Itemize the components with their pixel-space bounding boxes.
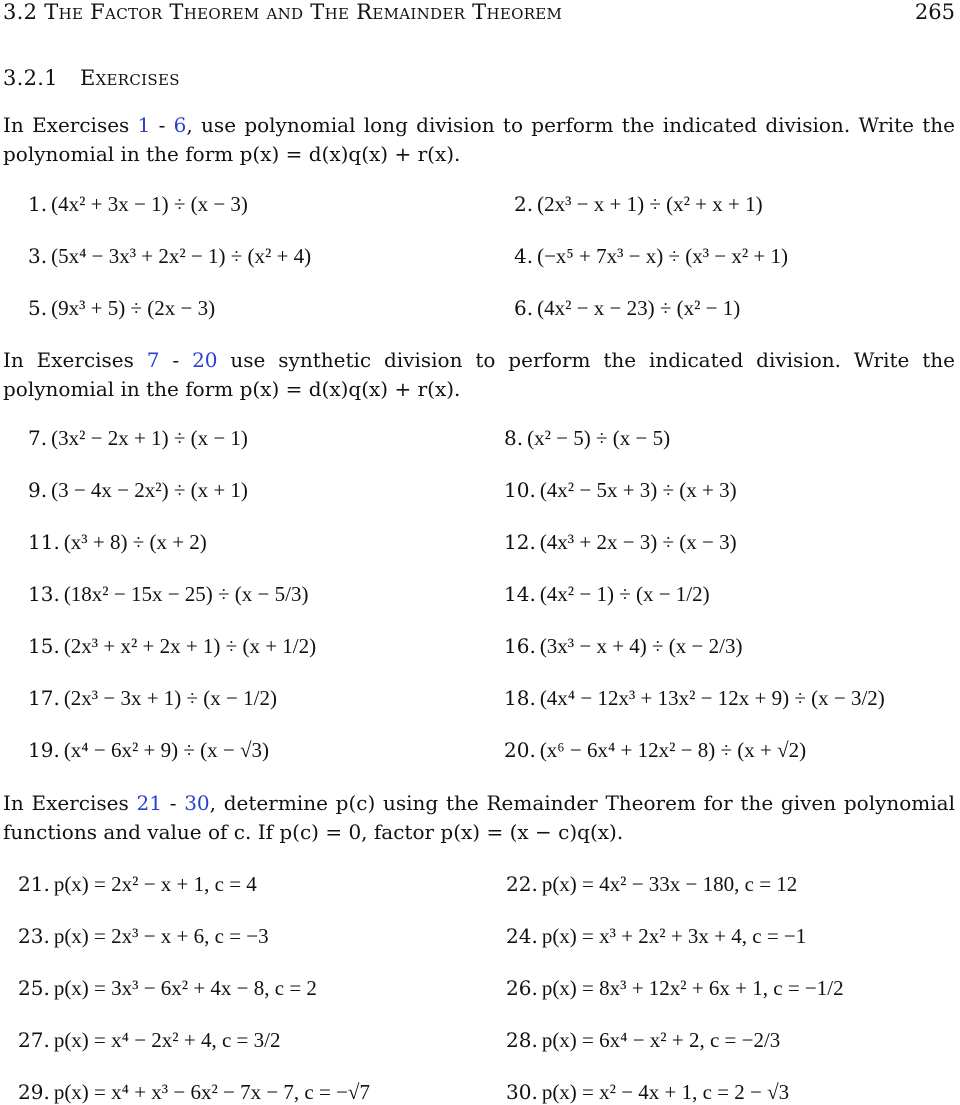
intro-sep: - [161, 791, 185, 815]
exercise-expression: (x² − 5) ÷ (x − 5) [527, 426, 671, 450]
exercise-item [504, 634, 742, 659]
intro-text: , use polynomial long division to perform the indicated division. Write the polynomial in the form p(x) = d(x)q(x) + r(x). [3, 113, 955, 166]
exercise-number: 17. [28, 686, 60, 710]
intro-long-division [3, 111, 955, 169]
exercise-number: 18. [504, 686, 536, 710]
exercise-expression: p(x) = 2x² − x + 1, c = 4 [53, 872, 257, 896]
exercise-item [28, 192, 248, 217]
exercise-item [514, 192, 763, 217]
exercise-number: 8. [504, 426, 524, 450]
exercise-item [504, 738, 806, 763]
intro-sep: - [159, 348, 193, 372]
page-number: 265 [914, 0, 955, 24]
exercise-expression: p(x) = x⁴ + x³ − 6x² − 7x − 7, c = −√7 [53, 1080, 370, 1104]
exercise-expression: (2x³ + x² + 2x + 1) ÷ (x + 1/2) [63, 634, 317, 658]
exercise-link-30[interactable]: 30 [184, 791, 210, 815]
exercise-expression: (3x³ − x + 4) ÷ (x − 2/3) [539, 634, 743, 658]
exercise-number: 11. [28, 530, 60, 554]
exercise-number: 16. [504, 634, 536, 658]
exercise-expression: p(x) = 6x⁴ − x² + 2, c = −2/3 [541, 1028, 781, 1052]
intro-remainder-theorem [3, 789, 955, 847]
exercise-expression: (4x³ + 2x − 3) ÷ (x − 3) [539, 530, 737, 554]
exercise-expression: (2x³ − x + 1) ÷ (x² + x + 1) [537, 192, 763, 216]
exercise-expression: (4x² − 1) ÷ (x − 1/2) [539, 582, 710, 606]
exercise-item [504, 582, 710, 607]
exercise-number: 5. [28, 296, 48, 320]
exercise-number: 24. [506, 924, 538, 948]
exercise-item [504, 478, 737, 503]
exercise-expression: p(x) = 4x² − 33x − 180, c = 12 [541, 872, 798, 896]
exercise-item [28, 296, 215, 321]
exercise-link-20[interactable]: 20 [192, 348, 218, 372]
exercise-item [504, 530, 737, 555]
exercise-item [506, 1080, 789, 1105]
subsection-title: Exercises [79, 66, 180, 90]
exercise-expression: (2x³ − 3x + 1) ÷ (x − 1/2) [63, 686, 277, 710]
exercise-item [18, 1080, 370, 1105]
exercise-number: 26. [506, 976, 538, 1000]
exercise-item [28, 738, 269, 763]
exercise-expression: (−x⁵ + 7x³ − x) ÷ (x³ − x² + 1) [537, 244, 789, 268]
exercise-number: 14. [504, 582, 536, 606]
exercise-expression: p(x) = x³ + 2x² + 3x + 4, c = −1 [541, 924, 807, 948]
subsection-number: 3.2.1 [3, 66, 58, 90]
exercise-link-21[interactable]: 21 [136, 791, 162, 815]
exercise-item [28, 686, 277, 711]
exercise-link-7[interactable]: 7 [146, 348, 160, 372]
exercise-number: 3. [28, 244, 48, 268]
exercise-expression: p(x) = x² − 4x + 1, c = 2 − √3 [541, 1080, 790, 1104]
exercise-item [18, 924, 269, 949]
exercise-item [28, 478, 248, 503]
exercise-item [28, 634, 316, 659]
exercise-expression: p(x) = x⁴ − 2x² + 4, c = 3/2 [53, 1028, 281, 1052]
exercise-number: 22. [506, 872, 538, 896]
exercise-number: 23. [18, 924, 50, 948]
section-title: 3.2 The Factor Theorem and The Remainder Theorem [3, 0, 563, 24]
exercise-expression: (4x² − 5x + 3) ÷ (x + 3) [539, 478, 737, 502]
exercise-number: 7. [28, 426, 48, 450]
exercise-expression: (4x⁴ − 12x³ + 13x² − 12x + 9) ÷ (x − 3/2) [539, 686, 885, 710]
exercise-item [18, 976, 317, 1001]
exercise-number: 1. [28, 192, 48, 216]
intro-text: In Exercises [3, 791, 137, 815]
exercise-expression: p(x) = 8x³ + 12x² + 6x + 1, c = −1/2 [541, 976, 844, 1000]
exercise-item [28, 530, 207, 555]
exercise-number: 2. [514, 192, 534, 216]
exercise-number: 27. [18, 1028, 50, 1052]
exercise-number: 30. [506, 1080, 538, 1104]
exercise-expression: p(x) = 3x³ − 6x² + 4x − 8, c = 2 [53, 976, 317, 1000]
exercise-item [504, 426, 670, 451]
exercise-item [18, 1028, 280, 1053]
exercise-number: 15. [28, 634, 60, 658]
subsection-heading [3, 66, 180, 90]
intro-text: In Exercises [3, 113, 138, 137]
page-header [3, 0, 955, 30]
exercise-number: 4. [514, 244, 534, 268]
exercise-expression: p(x) = 2x³ − x + 6, c = −3 [53, 924, 269, 948]
exercise-expression: (x⁶ − 6x⁴ + 12x² − 8) ÷ (x + √2) [539, 738, 807, 762]
exercise-item [18, 872, 257, 897]
intro-text: In Exercises [3, 348, 147, 372]
intro-text: use synthetic division to perform the indicated division. Write the polynomial in the form p(x) = d(x)q(x) + r(x). [3, 348, 956, 401]
exercise-expression: (18x² − 15x − 25) ÷ (x − 5/3) [63, 582, 309, 606]
exercise-number: 13. [28, 582, 60, 606]
exercise-expression: (9x³ + 5) ÷ (2x − 3) [51, 296, 216, 320]
exercise-expression: (3 − 4x − 2x²) ÷ (x + 1) [51, 478, 248, 502]
exercise-expression: (4x² − x − 23) ÷ (x² − 1) [537, 296, 741, 320]
exercise-number: 25. [18, 976, 50, 1000]
exercise-link-6[interactable]: 6 [173, 113, 187, 137]
exercise-number: 28. [506, 1028, 538, 1052]
exercise-expression: (5x⁴ − 3x³ + 2x² − 1) ÷ (x² + 4) [51, 244, 312, 268]
exercise-number: 29. [18, 1080, 50, 1104]
exercise-item [28, 426, 248, 451]
exercise-number: 9. [28, 478, 48, 502]
exercise-item [28, 244, 311, 269]
exercise-item [506, 976, 844, 1001]
exercise-expression: (3x² − 2x + 1) ÷ (x − 1) [51, 426, 248, 450]
exercise-link-1[interactable]: 1 [137, 113, 151, 137]
exercise-item [514, 244, 788, 269]
intro-sep: - [150, 113, 174, 137]
exercise-item [506, 924, 806, 949]
exercise-expression: (x³ + 8) ÷ (x + 2) [63, 530, 207, 554]
exercise-number: 20. [504, 738, 536, 762]
exercise-number: 21. [18, 872, 50, 896]
intro-text: , determine p(c) using the Remainder Theorem for the given polynomial functions and value of c. If p(c) = 0, factor p(x) = (x − c)q(x). [3, 791, 955, 844]
exercise-expression: (4x² + 3x − 1) ÷ (x − 3) [51, 192, 248, 216]
intro-synthetic-division [3, 346, 955, 404]
exercise-item [506, 1028, 780, 1053]
exercise-number: 10. [504, 478, 536, 502]
exercise-item [506, 872, 797, 897]
exercise-number: 6. [514, 296, 534, 320]
exercise-number: 12. [504, 530, 536, 554]
exercise-number: 19. [28, 738, 60, 762]
exercise-item [504, 686, 885, 711]
exercise-item [28, 582, 308, 607]
exercise-item [514, 296, 740, 321]
exercise-expression: (x⁴ − 6x² + 9) ÷ (x − √3) [63, 738, 269, 762]
